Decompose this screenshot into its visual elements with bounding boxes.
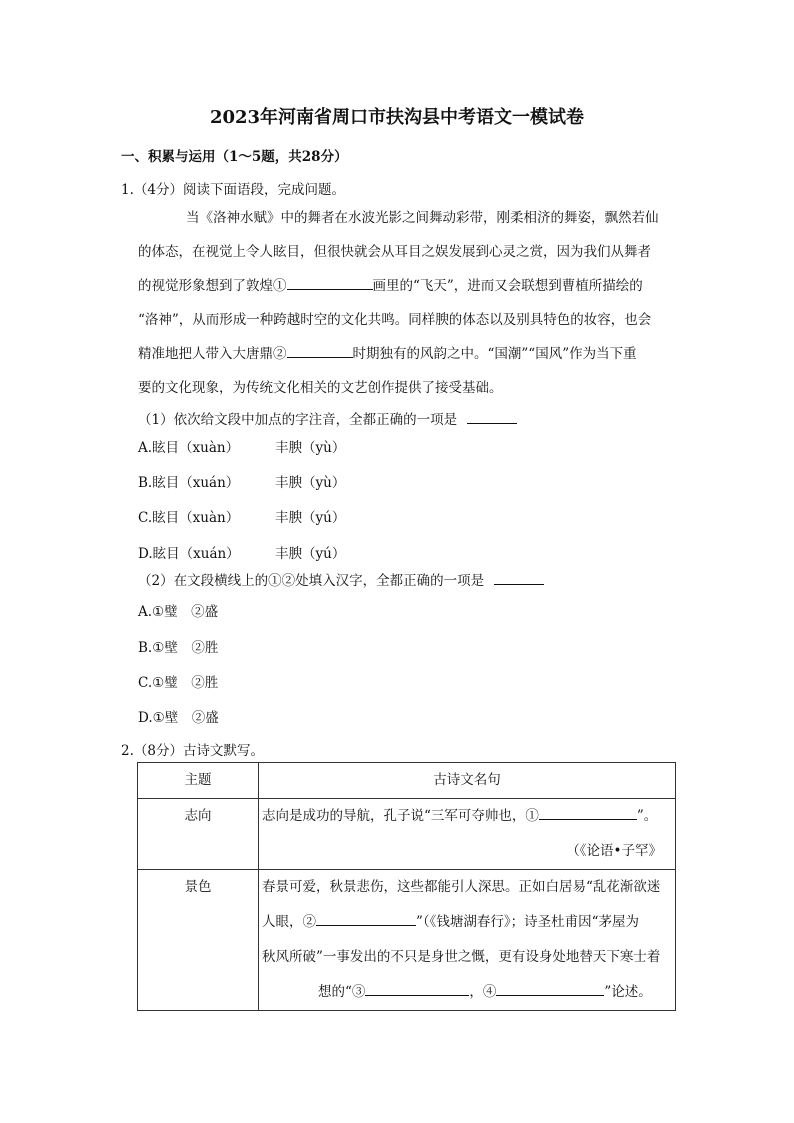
blank-poem-4[interactable]: [496, 981, 604, 996]
passage-line-1: 当《洛神水赋》中的舞者在水波光影之间舞动彩带，刚柔相济的舞姿，飘然若仙: [186, 210, 659, 226]
blank-2[interactable]: [287, 343, 353, 358]
question-2-stem: 2.（8分）古诗文默写。: [121, 743, 264, 759]
answer-blank-2[interactable]: [494, 570, 544, 585]
answer-blank-1[interactable]: [467, 409, 517, 424]
scenery-line-4-mid: ，④: [469, 984, 497, 1000]
option-d-2: 丰腴（yú）: [275, 546, 346, 562]
scenery-line-1: 春景可爱，秋景悲伤，这些都能引人深思。正如白居易“乱花渐欲迷: [262, 879, 661, 895]
passage-line-5-start: 精准地把人带入大唐鼎②: [138, 346, 287, 362]
sub-question-2-text: （2）在文段横线上的①②处填入汉字，全都正确的一项是: [138, 573, 485, 589]
option-2a[interactable]: A.①璧 ②盛: [138, 604, 219, 620]
passage-line-5-end: 时期独有的风韵之中。“国潮”“国风”作为当下重: [352, 346, 637, 362]
passage-line-5: [138, 342, 637, 362]
scenery-line-2-end: ”（《钱塘湖春行》；诗圣杜甫因“茅屋为: [416, 914, 640, 930]
table-row: [138, 799, 676, 870]
table-header-row: [138, 763, 676, 799]
poem-table: [137, 762, 676, 1011]
sub-question-1-text: （1）依次给文段中加点的字注音，全都正确的一项是: [138, 412, 458, 428]
header-theme: 主题: [138, 763, 259, 799]
scenery-line-4-end: ”论述。: [604, 984, 652, 1000]
option-2c[interactable]: C.①璧 ②胜: [138, 675, 219, 691]
passage-line-2: 的体态，在视觉上令人眩目，但很快就会从耳目之娱发展到心灵之赏，因为我们从舞者: [138, 244, 651, 260]
header-lines: 古诗文名句: [259, 763, 676, 799]
blank-poem-2[interactable]: [316, 911, 416, 926]
scenery-line-3: 秋风所破”一事发出的不只是身世之慨，更有设身处地替天下寒士着: [262, 949, 661, 965]
blank-poem-1[interactable]: [539, 805, 637, 820]
scenery-line-4-start: 想的“③: [318, 984, 366, 1000]
theme-scenery: 景色: [138, 870, 259, 1011]
passage-line-3-end: 画里的“飞天”，进而又会联想到曹植所描绘的: [372, 278, 643, 294]
ambition-text-start: 志向是成功的导航，孔子说“三军可夺帅也，①: [262, 808, 539, 824]
page-title: 2023年河南省周口市扶沟县中考语文一模试卷: [209, 107, 585, 128]
ambition-source: （《论语•子罕》: [566, 843, 662, 859]
passage-line-4: “洛神”，从而形成一种跨越时空的文化共鸣。同样腴的体态以及别具特色的妆容，也会: [138, 312, 652, 328]
lines-scenery: [259, 870, 676, 1011]
section-heading: 一、积累与运用（1～5题，共28分）: [121, 149, 348, 165]
passage-line-6: 要的文化现象，为传统文化相关的文艺创作提供了接受基础。: [138, 380, 503, 396]
scenery-line-2-start: 人眼，②: [262, 914, 316, 930]
passage-line-3: [138, 274, 643, 294]
option-d-1[interactable]: D.眩目（xuán）: [138, 546, 240, 562]
option-b-1[interactable]: B.眩目（xuán）: [138, 475, 240, 491]
option-a-1[interactable]: A.眩目（xuàn）: [138, 440, 240, 456]
ambition-text-end: ”。: [636, 808, 658, 824]
option-a-2: 丰腴（yù）: [275, 440, 346, 456]
option-c-2: 丰腴（yú）: [275, 510, 346, 526]
blank-poem-3[interactable]: [365, 981, 469, 996]
sub-question-1: [138, 408, 517, 428]
theme-ambition: 志向: [138, 799, 259, 870]
sub-question-2: [138, 569, 544, 589]
option-b-2: 丰腴（yù）: [275, 475, 346, 491]
question-1-stem: 1.（4分）阅读下面语段，完成问题。: [121, 182, 345, 198]
option-2d[interactable]: D.①壁 ②盛: [138, 710, 219, 726]
option-c-1[interactable]: C.眩目（xuàn）: [138, 510, 240, 526]
option-2b[interactable]: B.①壁 ②胜: [138, 640, 219, 656]
lines-ambition: [259, 799, 676, 870]
blank-1[interactable]: [287, 275, 373, 290]
table-row: [138, 870, 676, 1011]
passage-line-3-start: 的视觉形象想到了敦煌①: [138, 278, 287, 294]
